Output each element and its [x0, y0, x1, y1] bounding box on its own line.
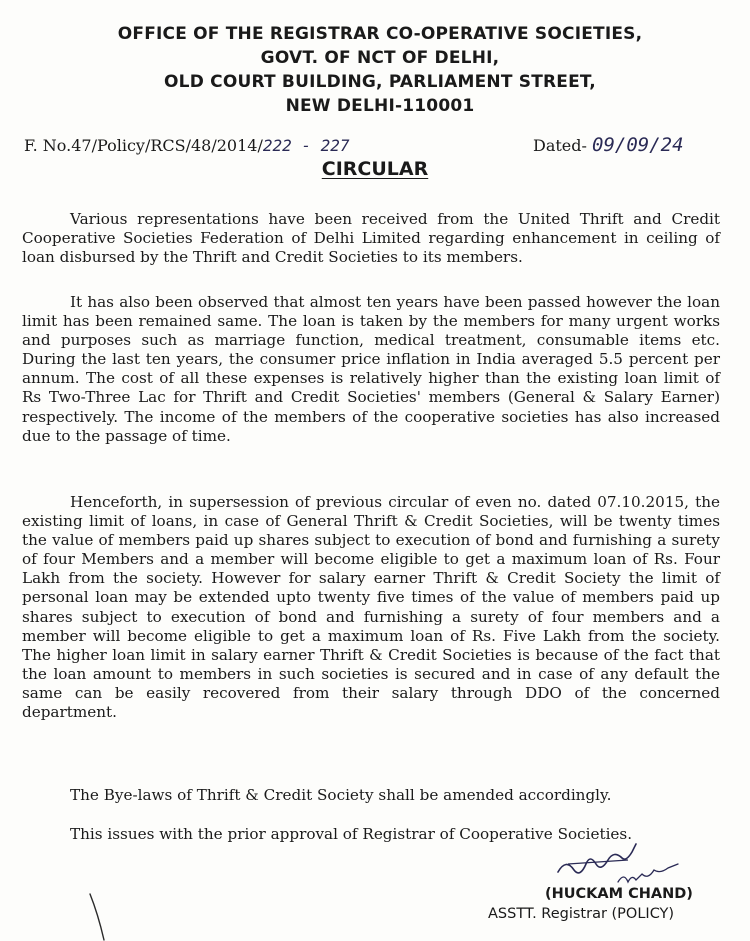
date-line [533, 134, 684, 156]
signatory-name: (HUCKAM CHAND) [545, 886, 693, 902]
header-line-city: NEW DELHI-110001 [285, 96, 475, 116]
file-number-handwritten: 222 - 227 [262, 136, 350, 155]
office-header [60, 22, 700, 118]
paragraph-bye-laws: The Bye-laws of Thrift & Credit Society shall be amended accordingly. [70, 786, 612, 804]
paragraph-observations: It has also been observed that almost ten years have been passed however the loan limit has been remained same. The loan is taken by the members for many urgent works and purposes such as marriage function, medical treatment, consumable items etc. During the last ten years, the consumer price inflation in India averaged 5.5 percent per annum. The cost of all these expenses is relatively higher than the existing loan limit of Rs Two-Three Lac for Thrift and Credit Societies' members (General & Salary Earner) respectively. The income of the members of the cooperative societies has also increased due to the passage of time. [22, 293, 720, 445]
header-line-govt: GOVT. OF NCT OF DELHI, [260, 48, 500, 68]
paragraph-approval: This issues with the prior approval of Registrar of Cooperative Societies. [70, 825, 633, 843]
paragraph-loan-limits: Henceforth, in supersession of previous circular of even no. dated 07.10.2015, the existing limit of loans, in case of General Thrift & Credit Societies, will be twenty times the value of members paid up shares subject to execution of bond and furnishing a surety of four Members and a member will become eligible to get a maximum loan of Rs. Four Lakh from the society. However for salary earner Thrift & Credit Society the limit of personal loan may be extended upto twenty five times of the value of members paid up shares subject to execution of bond and furnishing a surety of four members and a member will become eligible to get a maximum loan of Rs. Five Lakh from the society. The higher loan limit in salary earner Thrift & Credit Societies is because of the fact that the loan amount to members in such societies is secured and in case of any default the same can be easily recovered from their salary through DDO of the concerned department. [22, 493, 720, 722]
margin-pen-mark [86, 892, 116, 941]
date-label: Dated- [533, 136, 587, 155]
header-line-building: OLD COURT BUILDING, PARLIAMENT STREET, [164, 72, 596, 92]
document-title [0, 158, 750, 180]
file-number [24, 136, 350, 155]
circular-heading: CIRCULAR [321, 158, 429, 180]
date-handwritten: 09/09/24 [592, 134, 684, 156]
handwritten-signature [548, 842, 708, 892]
paragraph-representations: Various representations have been received from the United Thrift and Credit Cooperative Societies Federation of Delhi Limited regarding enhancement in ceiling of loan disbursed by the Thrift and Credit Societies to its members. [22, 210, 720, 267]
header-line-office: OFFICE OF THE REGISTRAR CO-OPERATIVE SOCIETIES, [117, 24, 643, 44]
file-number-label: F. No.47/Policy/RCS/48/2014/ [24, 136, 263, 155]
signatory-designation: ASSTT. Registrar (POLICY) [488, 906, 675, 922]
